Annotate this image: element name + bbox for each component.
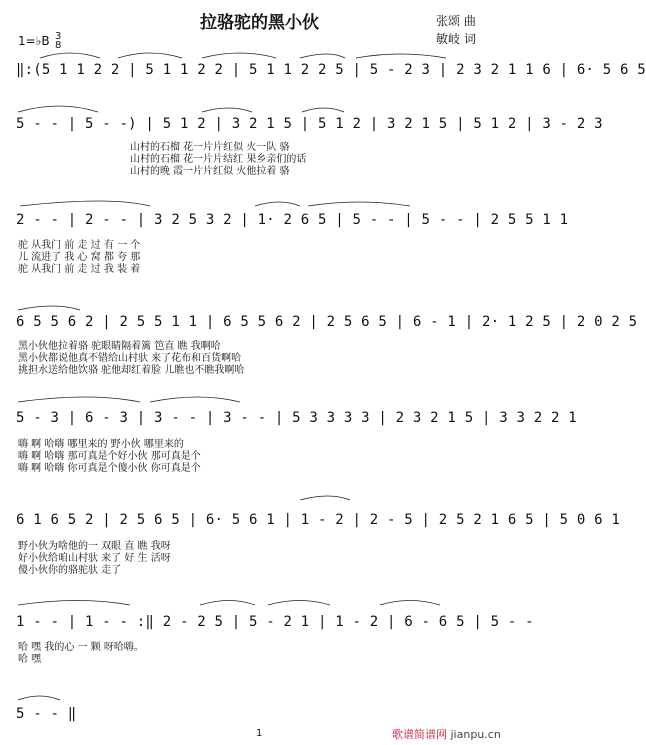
lyric-line-2: 山村的石榴 花一片片结红 果乡亲们的话 [130,154,307,165]
system-6-lyrics [18,541,171,577]
lyric-line-3: 嗨 啊 哈嗨 你可真是个傻小伙 你可真是个 [18,463,201,474]
watermark-site: jianpu.cn [450,728,501,741]
lyric-line-1: 嗨 啊 哈嗨 哪里来的 野小伙 哪里来的 [18,439,184,450]
key-signature: 1=♭B [18,34,50,48]
lyric-line-2: 哈 嘿 [18,654,42,665]
page-number: 1 [256,728,263,739]
system-2-notes: 5 - - | 5 - -) | 5 1 2 | 3 2 1 5 | 5 1 2 | 3 2 1 5 | 5 1 2 | 3 - 2 3 [16,116,603,132]
lyric-line-1: 黑小伙他拉着骆 驼眼睛隔着篱 笆直 瞧 我啊哈 [18,341,221,352]
lyric-line-3: 驼 从我门 前 走 过 我 装 着 [18,264,141,275]
lyric-line-3: 傻小伙你的骆驼驮 走了 [18,565,122,576]
composer-credit: 张颂 曲 [436,14,476,28]
lyric-line-2: 嗨 啊 哈嗨 那可真是个好小伙 那可真是个 [18,451,201,462]
song-title: 拉骆驼的黑小伙 [200,13,319,33]
watermark-brand: 歌谱简谱网 [392,728,447,741]
system-8-notes: 5 - - ‖ [16,706,77,722]
lyric-line-1: 哈 嘿 我的心 一 颗 呀哈嗨。 [18,642,144,653]
system-4-lyrics [18,341,244,377]
time-denominator: 8 [55,40,62,51]
lyric-line-2: 好小伙给咱山村驮 来了 好 生 活呀 [18,553,171,564]
lyric-line-1: 山村的石榴 花一片片红似 火一队 骆 [130,142,290,153]
lyric-line-1: 驼 从我门 前 走 过 有 一 个 [18,240,141,251]
system-3-notes: 2 - - | 2 - - | 3 2 5 3 2 | 1· 2 6 5 | 5 - - | 5 - - | 2 5 5 1 1 [16,212,569,228]
system-5-notes: 5 - 3 | 6 - 3 | 3 - - | 3 - - | 5 3 3 3 3 | 2 3 2 1 5 | 3 3 2 2 1 [16,410,577,426]
lyricist-credit: 敏岐 词 [436,32,476,46]
lyric-line-3: 挑担水送给他饮骆 驼他却红着脸 儿瞧也不瞧我啊哈 [18,365,245,376]
lyric-line-2: 黑小伙都说他真不错给山村驮 来了花布和百货啊哈 [18,353,242,364]
system-7-lyrics [18,642,144,666]
system-1-notes: ‖:(5 1 1 2 2 | 5 1 1 2 2 | 5 1 1 2 2 5 | 5 - 2 3 | 2 3 2 1 1 6 | 6· 5 6 5 [16,62,646,78]
watermark [392,726,501,742]
lyric-line-3: 山村的晚 霞一片片红似 火他拉着 骆 [130,166,290,177]
system-4-notes: 6 5 5 6 2 | 2 5 5 1 1 | 6 5 5 6 2 | 2 5 6 5 | 6 - 1 | 2· 1 2 5 | 2 0 2 5 [16,314,638,330]
system-6-notes: 6 1 6 5 2 | 2 5 6 5 | 6· 5 6 1 | 1 - 2 | 2 - 5 | 2 5 2 1 6 5 | 5 0 6 1 [16,512,621,528]
lyric-line-1: 野小伙为啥他的一 双眼 直 瞧 我呀 [18,541,171,552]
time-numerator: 3 [55,31,62,42]
system-7-notes: 1 - - | 1 - - :‖ 2 - 2 5 | 5 - 2 1 | 1 - 2 | 6 - 6 5 | 5 - - [16,614,534,630]
system-5-lyrics [18,439,201,475]
system-3-lyrics [18,240,140,276]
system-2-lyrics [130,142,306,178]
lyric-line-2: 儿 流进了 我 心 窝 都 夸 那 [18,252,141,263]
